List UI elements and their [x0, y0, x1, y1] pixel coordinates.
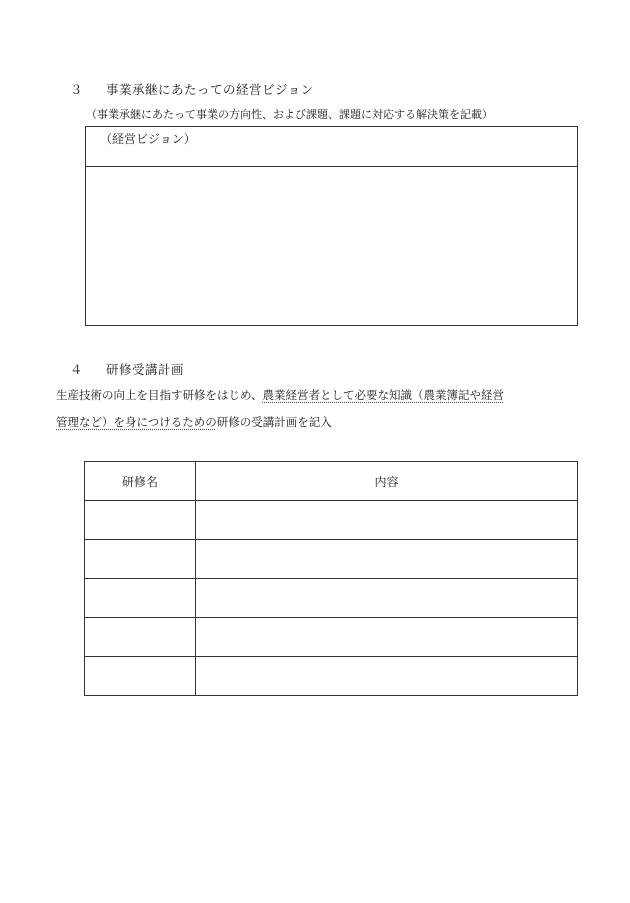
training-name-cell[interactable]: [85, 618, 196, 657]
table-row: [85, 618, 578, 657]
training-name-cell[interactable]: [85, 540, 196, 579]
table-header-row: [85, 462, 578, 501]
training-name-cell[interactable]: [85, 657, 196, 696]
training-plan-table: [84, 461, 578, 696]
header-content: 内容: [196, 462, 578, 501]
training-content-cell[interactable]: [196, 618, 578, 657]
vision-box-label: （経営ビジョン）: [86, 127, 577, 167]
section4-desc-line1: [56, 387, 504, 403]
desc-line1-underlined: 農業経営者として必要な知識（農業簿記や経営: [262, 388, 505, 402]
desc-line2-plain: 研修の受講計画を記入: [216, 415, 332, 429]
training-content-cell[interactable]: [196, 579, 578, 618]
training-name-cell[interactable]: [85, 579, 196, 618]
desc-line1-plain: 生産技術の向上を目指す研修をはじめ、: [56, 388, 263, 402]
section3-number: ３: [70, 82, 84, 97]
section3-note: （事業承継にあたって事業の方向性、および課題、課題に対応する解決策を記載）: [86, 108, 493, 121]
section4-number: ４: [70, 362, 84, 377]
training-content-cell[interactable]: [196, 501, 578, 540]
training-name-cell[interactable]: [85, 501, 196, 540]
section4-heading: [70, 360, 184, 378]
vision-input-area[interactable]: [86, 167, 577, 326]
header-training-name: 研修名: [85, 462, 196, 501]
section3-title: 事業承継にあたっての経営ビジョン: [105, 82, 314, 97]
section4-title: 研修受講計画: [105, 362, 184, 377]
vision-box: [85, 126, 578, 326]
training-content-cell[interactable]: [196, 657, 578, 696]
table-row: [85, 501, 578, 540]
table-row: [85, 579, 578, 618]
section4-desc-line2: [56, 414, 332, 430]
table-row: [85, 540, 578, 579]
table-row: [85, 657, 578, 696]
training-content-cell[interactable]: [196, 540, 578, 579]
desc-line2-underlined: 管理など）を身につけるための: [56, 415, 217, 429]
section3-heading: [70, 80, 314, 98]
